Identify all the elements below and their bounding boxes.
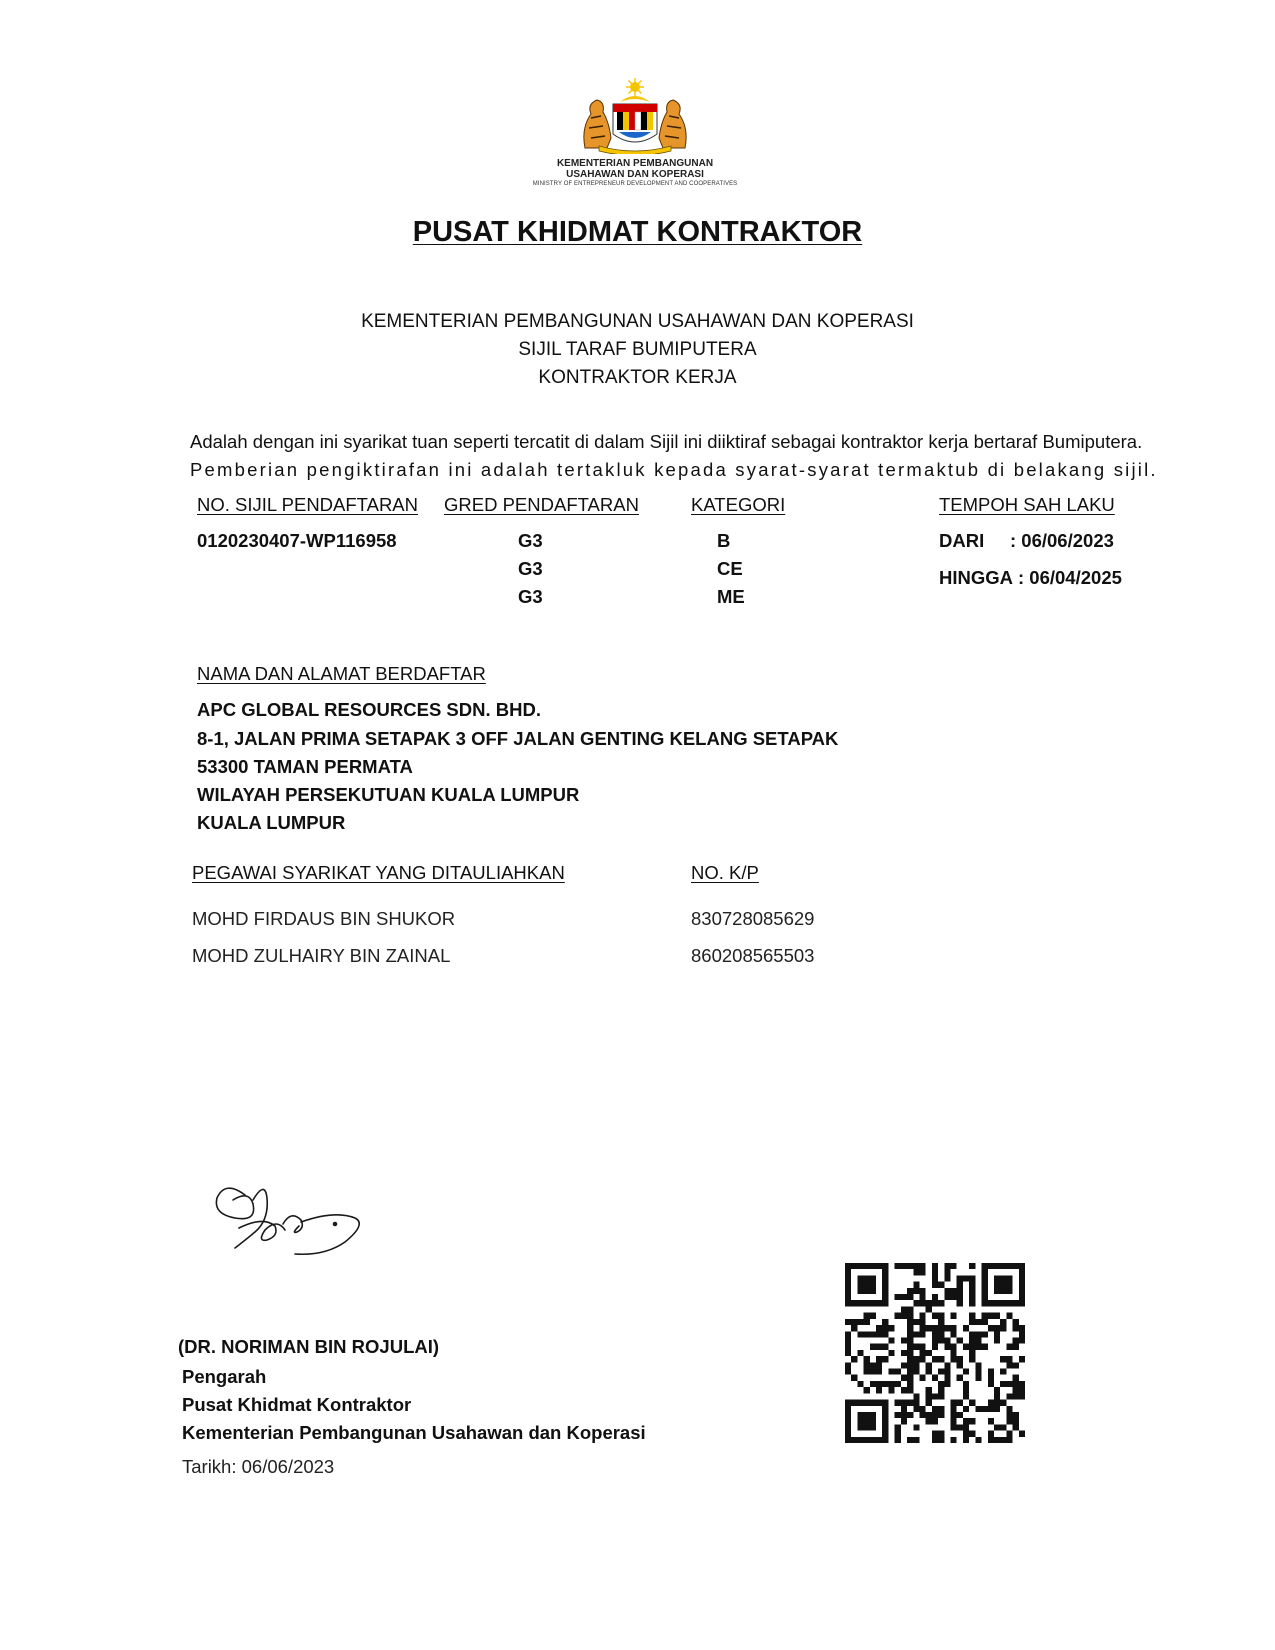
signatory-ministry: Kementerian Pembangunan Usahawan dan Koperasi [182,1422,646,1443]
intro-line-2: Pemberian pengiktirafan ini adalah tertakluk kepada syarat-syarat termaktub di belakang sijil. [190,459,1158,480]
coat-of-arms-icon [573,78,697,154]
address-heading: NAMA DAN ALAMAT BERDAFTAR [197,663,486,684]
address-line: 53300 TAMAN PERMATA [197,756,413,777]
validity-from-label: DARI [939,530,985,551]
officer-name: MOHD FIRDAUS BIN SHUKOR [192,908,456,929]
issue-date: Tarikh: 06/06/2023 [182,1456,335,1477]
header-tempoh: TEMPOH SAH LAKU [939,494,1115,515]
subheading-contractor-type: KONTRAKTOR KERJA [538,367,737,388]
no-sijil-value: 0120230407-WP116958 [197,530,397,551]
ic-heading: NO. K/P [691,862,759,883]
qr-code-icon [845,1263,1025,1443]
ministry-name-line1: KEMENTERIAN PEMBANGUNAN [556,158,714,169]
address-line: 8-1, JALAN PRIMA SETAPAK 3 OFF JALAN GENTING KELANG SETAPAK [197,728,839,749]
address-line: WILAYAH PERSEKUTUAN KUALA LUMPUR [197,784,580,805]
officers-heading: PEGAWAI SYARIKAT YANG DITAULIAHKAN [192,862,565,883]
category-value: ME [717,586,745,607]
signatory-department: Pusat Khidmat Kontraktor [182,1394,412,1415]
category-value: CE [717,558,743,579]
ministry-name-english: MINISTRY OF ENTREPRENEUR DEVELOPMENT AND COOPERATIVES [532,181,738,187]
validity-to-value: : 06/04/2025 [1018,567,1122,588]
validity-to-label: HINGGA [939,567,1013,588]
officer-name: MOHD ZULHAIRY BIN ZAINAL [192,945,451,966]
validity-from-value: : 06/06/2023 [1010,530,1114,551]
subheading-ministry: KEMENTERIAN PEMBANGUNAN USAHAWAN DAN KOPERASI [361,311,914,332]
grade-value: G3 [518,558,543,579]
category-value: B [717,530,731,551]
header-no-sijil: NO. SIJIL PENDAFTARAN [197,494,419,515]
signature-icon [205,1170,380,1265]
header-kategori: KATEGORI [691,494,786,515]
ministry-name-line2: USAHAWAN DAN KOPERASI [566,169,704,180]
officer-ic: 830728085629 [691,908,815,929]
grade-value: G3 [518,586,543,607]
company-name: APC GLOBAL RESOURCES SDN. BHD. [197,699,541,720]
signatory-name: (DR. NORIMAN BIN ROJULAI) [178,1336,440,1357]
subheading-certificate: SIJIL TARAF BUMIPUTERA [518,339,757,360]
page-title: PUSAT KHIDMAT KONTRAKTOR [412,216,863,248]
signatory-position: Pengarah [182,1366,267,1387]
grade-value: G3 [518,530,543,551]
intro-line-1: Adalah dengan ini syarikat tuan seperti tercatit di dalam Sijil ini diiktiraf sebagai kontraktor kerja bertaraf Bumiputera. [190,431,1143,452]
header-gred: GRED PENDAFTARAN [444,494,639,515]
officer-ic: 860208565503 [691,945,815,966]
address-line: KUALA LUMPUR [197,812,346,833]
